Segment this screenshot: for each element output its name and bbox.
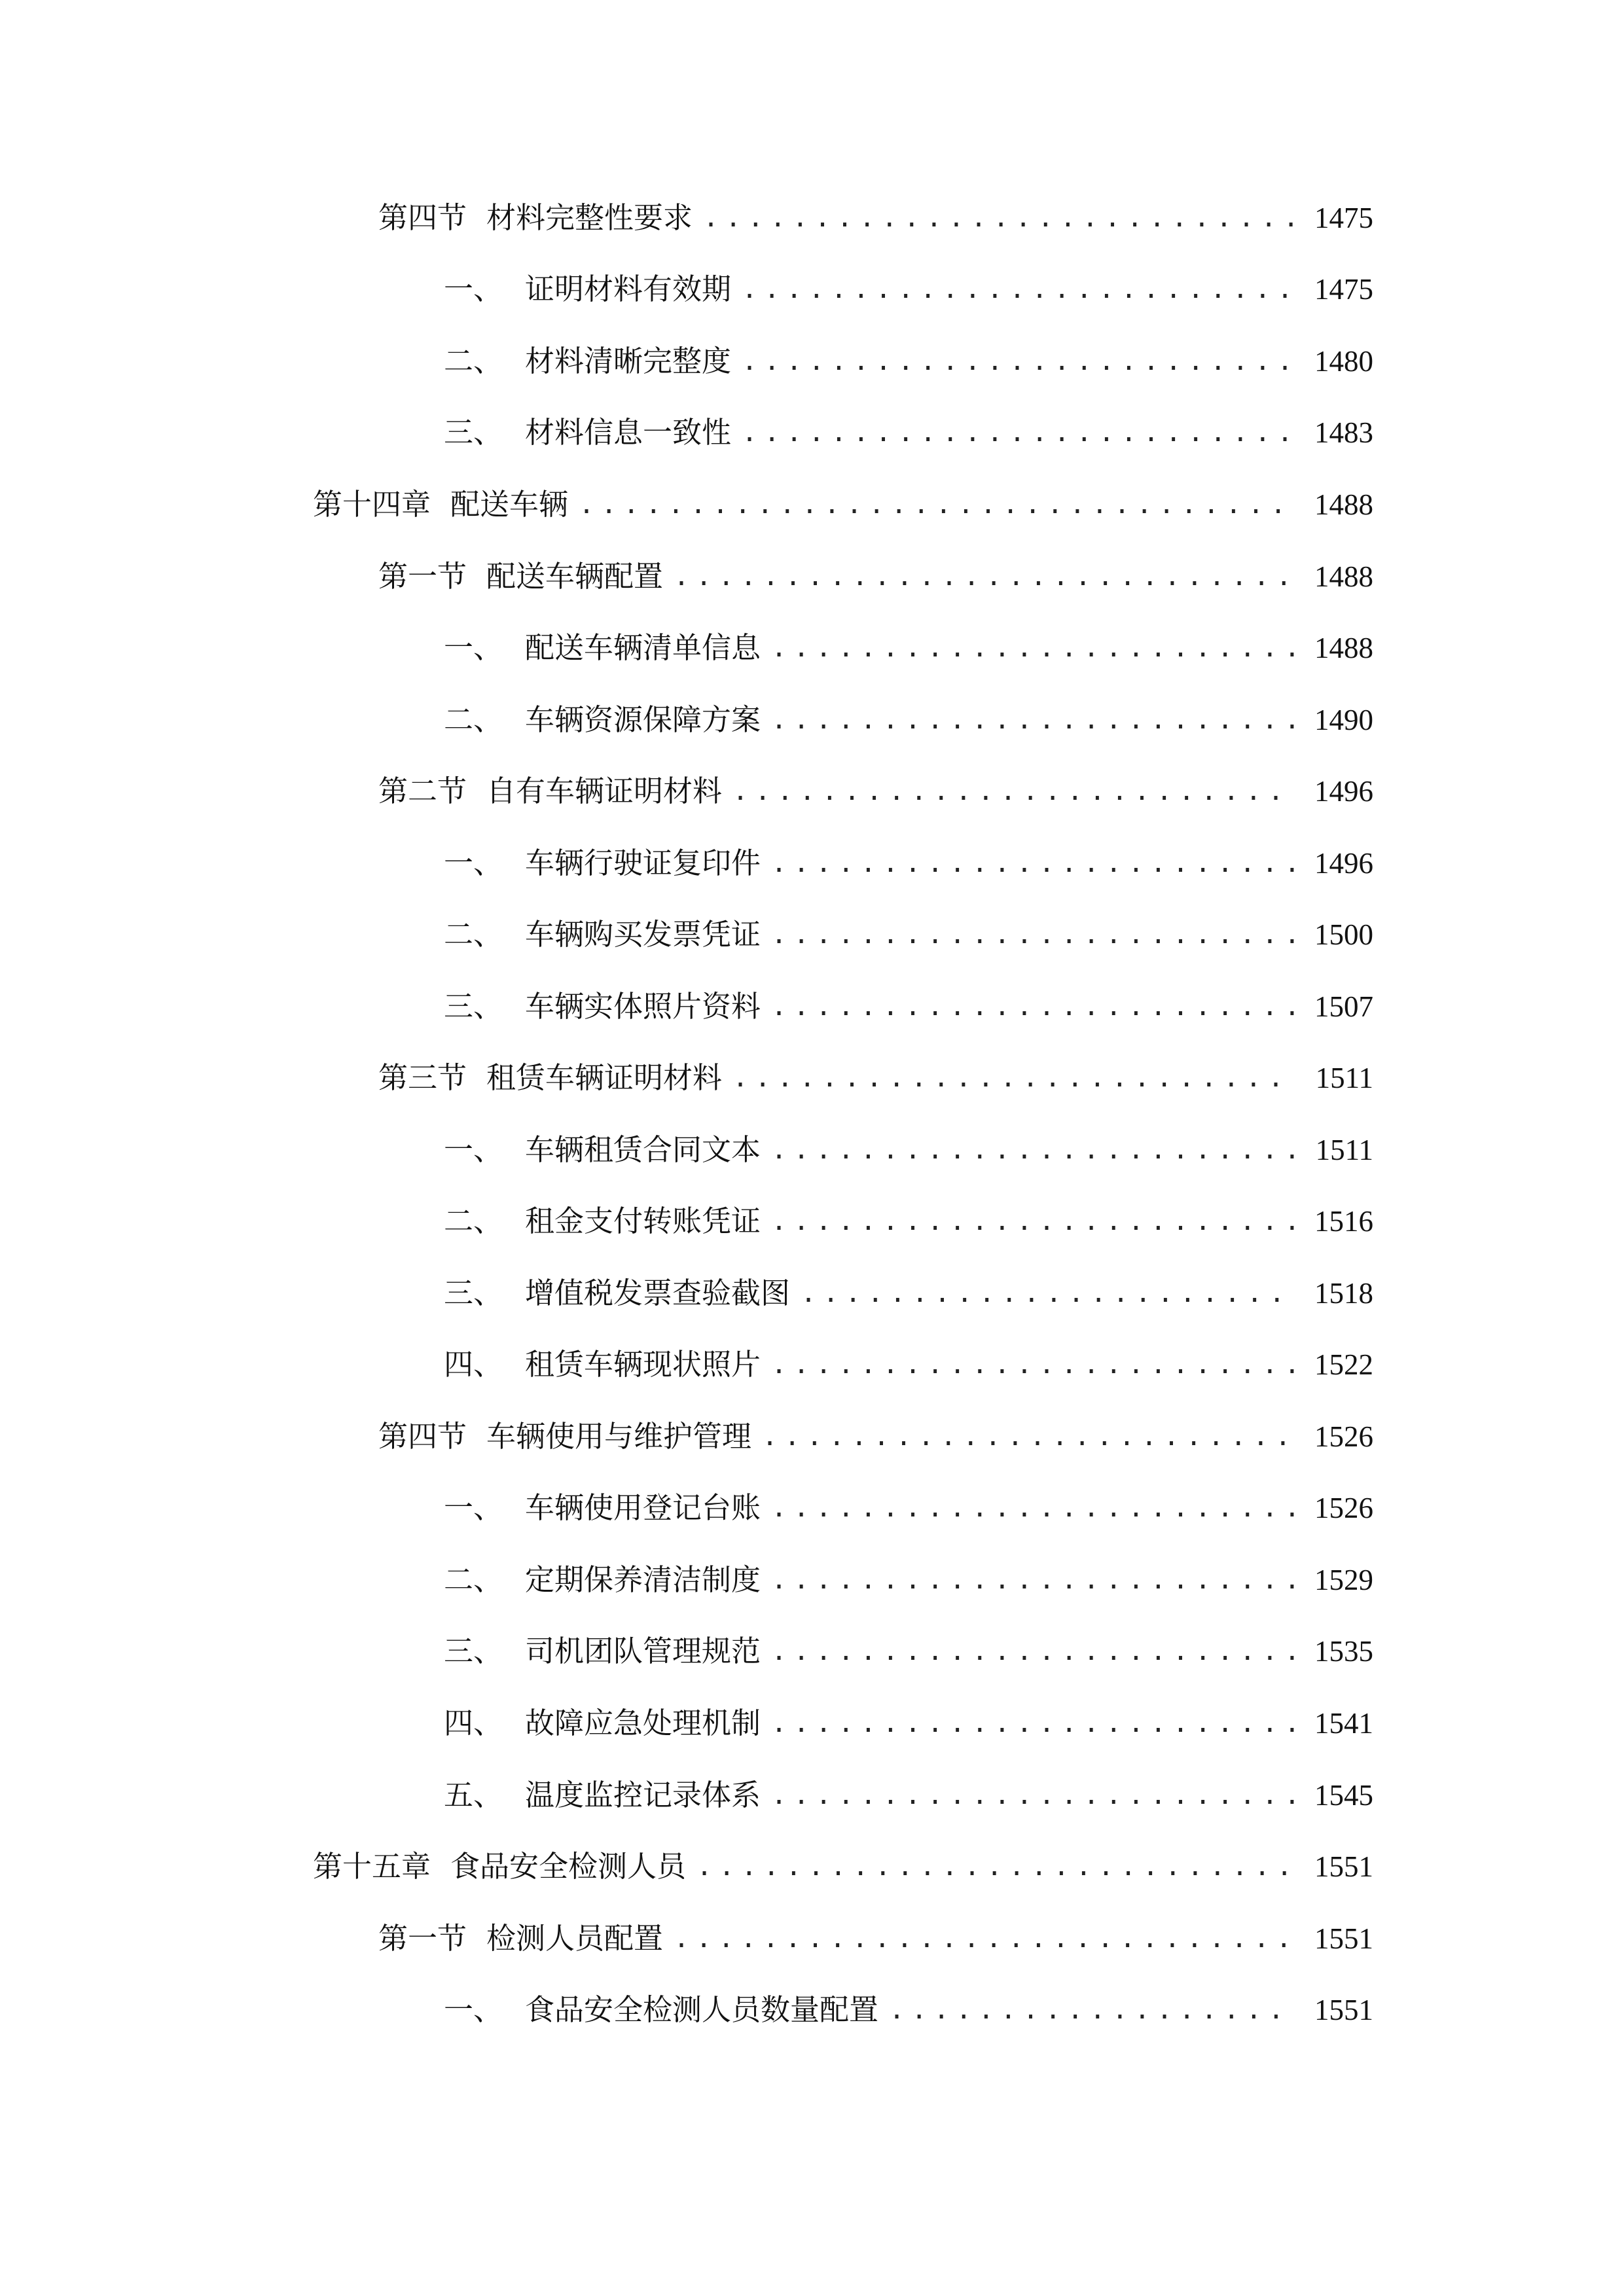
toc-entry-page: 1488 <box>1314 488 1373 521</box>
toc-entry-title: 材料完整性要求 <box>486 200 693 235</box>
toc-entry-title: 车辆使用登记台账 <box>525 1490 761 1525</box>
toc-entry[interactable] <box>444 1267 1373 1319</box>
toc-entry-page: 1541 <box>1314 1707 1373 1740</box>
toc-entry-number: 二、 <box>444 917 503 952</box>
toc-entry-page: 1551 <box>1314 1922 1373 1955</box>
toc-entry-number: 一、 <box>444 1992 503 2027</box>
toc-entry[interactable] <box>444 980 1373 1033</box>
toc-entry-title: 材料清晰完整度 <box>525 344 732 378</box>
toc-entry-number: 一、 <box>444 630 503 665</box>
toc-entry[interactable] <box>378 1912 1373 1965</box>
toc-entry-page: 1551 <box>1314 1850 1373 1883</box>
dot-leader <box>771 1554 1296 1606</box>
toc-entry-title: 检测人员配置 <box>486 1921 664 1956</box>
dot-leader <box>771 837 1296 889</box>
toc-entry-number: 四、 <box>444 1347 503 1382</box>
toc-entry-number: 第一节 <box>378 1921 467 1956</box>
dot-leader <box>703 192 1296 244</box>
toc-entry-number: 一、 <box>444 1490 503 1525</box>
toc-entry[interactable] <box>313 1840 1373 1893</box>
dot-leader <box>674 550 1296 603</box>
dot-leader <box>742 263 1296 315</box>
dot-leader <box>579 478 1296 531</box>
toc-entry-page: 1516 <box>1314 1205 1373 1238</box>
toc-entry-title: 车辆实体照片资料 <box>525 989 761 1024</box>
toc-entry[interactable] <box>444 1697 1373 1749</box>
toc-entry-number: 第二节 <box>378 774 467 808</box>
toc-entry-title: 车辆租赁合同文本 <box>525 1132 761 1167</box>
toc-entry-number: 二、 <box>444 1562 503 1597</box>
toc-entry-title: 车辆使用与维护管理 <box>486 1419 752 1454</box>
dot-leader <box>771 1338 1296 1391</box>
toc-entry-number: 第四节 <box>378 1419 467 1454</box>
toc-entry-number: 二、 <box>444 344 503 378</box>
dot-leader <box>771 1124 1296 1176</box>
dot-leader <box>771 980 1296 1033</box>
toc-entry-page: 1526 <box>1314 1420 1373 1453</box>
toc-entry[interactable] <box>444 1195 1373 1247</box>
toc-entry-number: 三、 <box>444 989 503 1024</box>
toc-entry-page: 1522 <box>1314 1348 1373 1381</box>
toc-entry-title: 租金支付转账凭证 <box>525 1204 761 1238</box>
toc-entry-page: 1490 <box>1314 704 1373 736</box>
toc-entry-page: 1483 <box>1314 416 1373 449</box>
toc-entry[interactable] <box>313 478 1373 531</box>
dot-leader <box>696 1840 1296 1893</box>
dot-leader <box>771 908 1296 961</box>
toc-entry[interactable] <box>444 263 1373 315</box>
toc-entry-title: 增值税发票查验截图 <box>525 1276 791 1310</box>
dot-leader <box>771 1625 1296 1677</box>
toc-entry-title: 故障应急处理机制 <box>525 1706 761 1740</box>
toc-entry-page: 1518 <box>1314 1277 1373 1310</box>
toc-entry-number: 第十四章 <box>313 487 431 522</box>
toc-entry[interactable] <box>444 1124 1373 1176</box>
toc-entry-title: 配送车辆 <box>450 487 569 522</box>
toc-entry[interactable] <box>444 908 1373 961</box>
toc-entry[interactable] <box>444 622 1373 674</box>
toc-entry[interactable] <box>444 406 1373 459</box>
toc-entry-page: 1475 <box>1314 202 1373 234</box>
toc-entry-page: 1511 <box>1315 1134 1373 1166</box>
toc-entry[interactable] <box>444 837 1373 889</box>
toc-entry-title: 车辆购买发票凭证 <box>525 917 761 952</box>
toc-entry-number: 第十五章 <box>313 1849 431 1884</box>
toc-entry-title: 食品安全检测人员 <box>450 1849 687 1884</box>
toc-entry[interactable] <box>444 694 1373 746</box>
toc-entry-page: 1535 <box>1314 1635 1373 1668</box>
toc-entry-title: 定期保养清洁制度 <box>525 1562 761 1597</box>
toc-entry-number: 三、 <box>444 415 503 450</box>
toc-entry-number: 二、 <box>444 1204 503 1238</box>
toc-entry[interactable] <box>444 1554 1373 1606</box>
toc-entry-page: 1507 <box>1314 990 1373 1023</box>
toc-entry-title: 车辆行驶证复印件 <box>525 846 761 880</box>
toc-entry-title: 车辆资源保障方案 <box>525 702 761 737</box>
dot-leader <box>742 406 1296 459</box>
toc-entry-page: 1475 <box>1314 273 1373 306</box>
toc-entry[interactable] <box>444 1769 1373 1821</box>
toc-entry-title: 配送车辆清单信息 <box>525 630 761 665</box>
toc-entry-number: 二、 <box>444 702 503 737</box>
dot-leader <box>674 1912 1296 1965</box>
toc-entry[interactable] <box>378 1052 1373 1104</box>
dot-leader <box>732 765 1296 817</box>
toc-entry-page: 1529 <box>1314 1564 1373 1596</box>
toc-entry-title: 配送车辆配置 <box>486 559 664 594</box>
toc-entry-title: 温度监控记录体系 <box>525 1778 761 1812</box>
toc-entry-title: 证明材料有效期 <box>525 272 732 306</box>
toc-entry-number: 第四节 <box>378 200 467 235</box>
toc-entry[interactable] <box>444 1984 1373 2036</box>
toc-entry-page: 1488 <box>1314 632 1373 664</box>
toc-entry[interactable] <box>378 550 1373 603</box>
toc-entry-page: 1526 <box>1314 1492 1373 1524</box>
toc-entry[interactable] <box>378 192 1373 244</box>
dot-leader <box>771 1195 1296 1247</box>
toc-entry-number: 第三节 <box>378 1060 467 1095</box>
toc-entry-number: 三、 <box>444 1276 503 1310</box>
toc-entry-title: 司机团队管理规范 <box>525 1634 761 1668</box>
toc-entry-page: 1511 <box>1315 1062 1373 1094</box>
toc-entry[interactable] <box>378 765 1373 817</box>
toc-entry-page: 1488 <box>1314 560 1373 593</box>
dot-leader <box>742 335 1296 387</box>
toc-entry-page: 1496 <box>1314 775 1373 808</box>
toc-entry-number: 第一节 <box>378 559 467 594</box>
dot-leader <box>762 1410 1296 1463</box>
dot-leader <box>771 1482 1296 1534</box>
toc-entry[interactable] <box>444 1482 1373 1534</box>
toc-entry[interactable] <box>444 1338 1373 1391</box>
toc-entry[interactable] <box>444 335 1373 387</box>
toc-entry-page: 1551 <box>1314 1994 1373 2026</box>
toc-entry-title: 租赁车辆现状照片 <box>525 1347 761 1382</box>
toc-entry-title: 食品安全检测人员数量配置 <box>525 1992 879 2027</box>
toc-entry[interactable] <box>378 1410 1373 1463</box>
toc-entry-number: 一、 <box>444 272 503 306</box>
toc-entry-title: 租赁车辆证明材料 <box>486 1060 723 1095</box>
dot-leader <box>771 1769 1296 1821</box>
toc-entry-page: 1545 <box>1314 1779 1373 1812</box>
toc-entry-page: 1500 <box>1314 918 1373 951</box>
dot-leader <box>801 1267 1296 1319</box>
toc-entry-number: 四、 <box>444 1706 503 1740</box>
dot-leader <box>771 1697 1296 1749</box>
toc-entry-title: 自有车辆证明材料 <box>486 774 723 808</box>
toc-entry-page: 1480 <box>1314 345 1373 378</box>
toc-entry-number: 五、 <box>444 1778 503 1812</box>
toc-entry-number: 一、 <box>444 1132 503 1167</box>
toc-entry[interactable] <box>444 1625 1373 1677</box>
toc-entry-page: 1496 <box>1314 847 1373 880</box>
dot-leader <box>732 1052 1296 1104</box>
dot-leader <box>771 694 1296 746</box>
dot-leader <box>889 1984 1296 2036</box>
dot-leader <box>771 622 1296 674</box>
toc-entry-title: 材料信息一致性 <box>525 415 732 450</box>
toc-entry-number: 三、 <box>444 1634 503 1668</box>
toc-entry-number: 一、 <box>444 846 503 880</box>
